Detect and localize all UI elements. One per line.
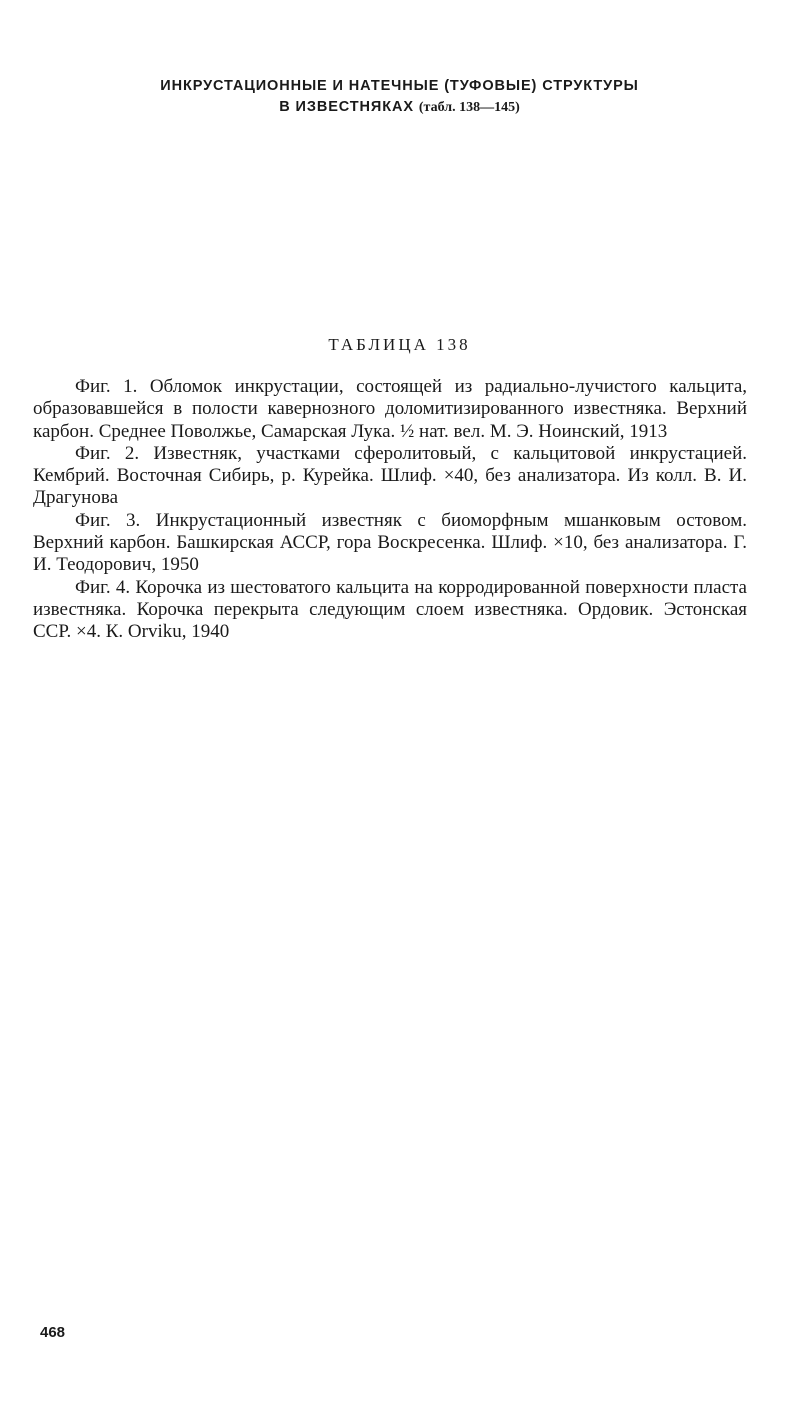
section-heading xyxy=(0,76,799,118)
section-heading-line-1: ИНКРУСТАЦИОННЫЕ И НАТЕЧНЫЕ (ТУФОВЫЕ) СТРУКТУРЫ xyxy=(160,78,639,94)
caption-fig-4: Фиг. 4. Корочка из шестоватого кальцита на корродированной поверхности пласта известняка. Корочка перекрыта следующим слоем известняка. Ордовик. Эстонская ССР. ×4. К. Orviku, 1940 xyxy=(33,576,747,643)
caption-fig-2: Фиг. 2. Известняк, участками сферолитовый, с кальцитовой инкрустацией. Кембрий. Восточная Сибирь, р. Курейка. Шлиф. ×40, без анализатора. Из колл. В. И. Драгунова xyxy=(33,442,747,509)
table-title: ТАБЛИЦА 138 xyxy=(328,335,471,354)
figure-captions xyxy=(33,376,747,644)
page-number: 468 xyxy=(40,1324,66,1341)
section-heading-line-2 xyxy=(0,97,799,118)
section-heading-line-2-text: В ИЗВЕСТНЯКАХ xyxy=(279,99,414,115)
caption-fig-3: Фиг. 3. Инкрустационный известняк с биоморфным мшанковым остовом. Верхний карбон. Башкирская АССР, гора Воскресенка. Шлиф. ×10, без анализатора. Г. И. Теодорович, 1950 xyxy=(33,509,747,576)
plates-reference: (табл. 138—145) xyxy=(418,100,520,115)
caption-fig-1: Фиг. 1. Обломок инкрустации, состоящей из радиально-лучистого кальцита, образовавшейся в полости кавернозного доломитизированного известняка. Верхний карбон. Среднее Поволжье, Самарская Лука. ½ нат. вел. М. Э. Ноинский, 1913 xyxy=(33,376,747,442)
